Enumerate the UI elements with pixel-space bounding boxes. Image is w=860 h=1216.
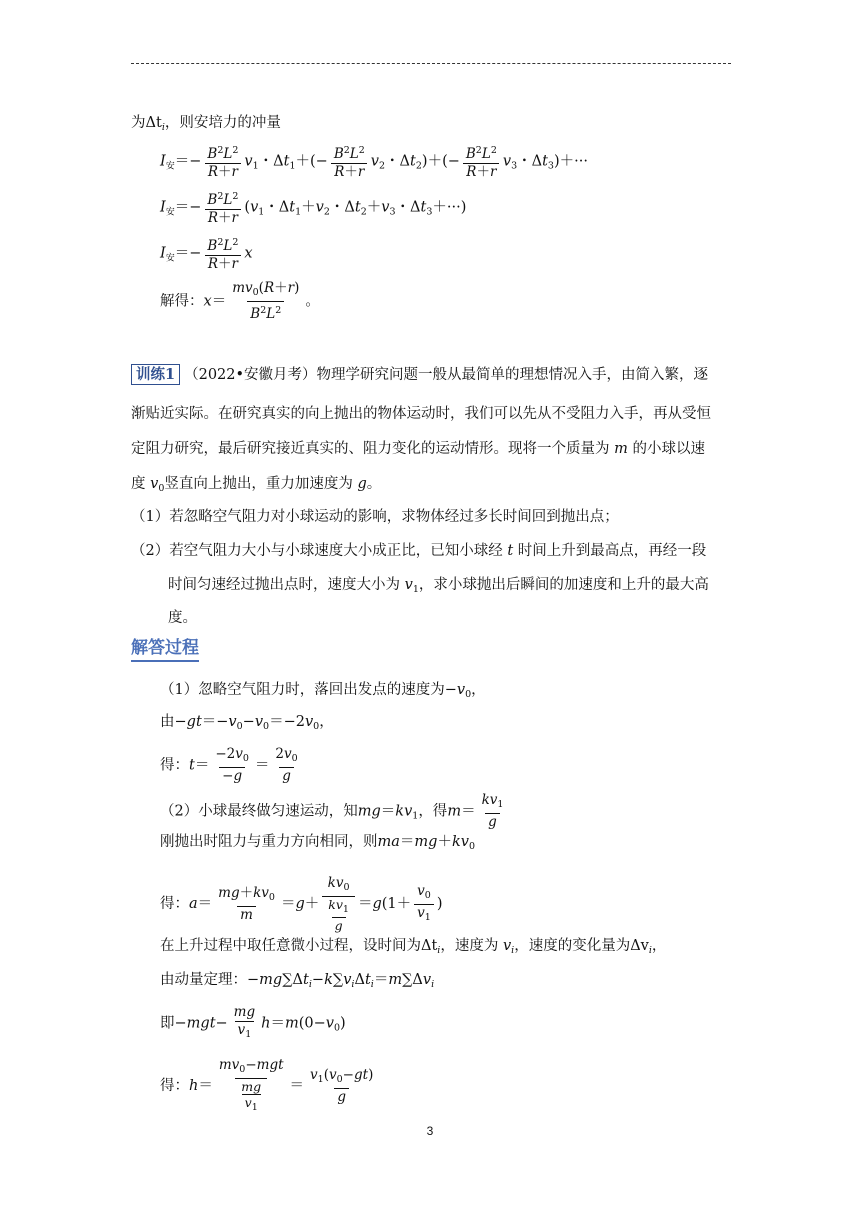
question-1-text: （1）若忽略空气阻力对小球运动的影响，求物体经过多长时间回到抛出点； <box>131 509 619 525</box>
solution-text-2: 由 <box>160 714 175 730</box>
exercise-text-4a: 度 <box>131 476 146 492</box>
solution-line-3: 得：t＝ $\frac{-2v_0}{-g}$ ＝ $\frac{2v_0}{g}$ <box>160 746 298 784</box>
solution-line-5: 刚抛出时阻力与重力方向相同，则$ma=mg+kv_0$ <box>160 834 475 852</box>
question-2-line-1: （2）若空气阻力大小与小球速度大小成正比，已知小球经 t 时间上升到最高点，再经一段 <box>131 543 707 559</box>
exercise-line-3: 定阻力研究，最后研究接近真实的、阻力变化的运动情形。现将一个质量为 m 的小球以速 <box>131 441 705 457</box>
exercise-line-2 <box>131 404 711 424</box>
solution-line-7: 在上升过程中取任意微小过程，设时间为$\Delta t_i$，速度为 $v_i$，速度的变化量为$\Delta v_i$， <box>160 938 667 956</box>
question-2-text-a: （2）若空气阻力大小与小球速度大小成正比，已知小球经 <box>131 543 503 559</box>
intro-line: 为$\Delta t_i$，则安培力的冲量 <box>131 115 281 133</box>
exercise-text-4b: 竖直向上抛出，重力加速度为 <box>164 476 353 492</box>
solution-text-8: 由动量定理： <box>160 972 247 988</box>
eq-solution-x: 解得：x＝ $\frac{mv_0(R+r)}{B^2L^2}$ 。 <box>160 280 320 322</box>
solution-text-7d: ， <box>651 938 667 954</box>
solution-text-1: （1）忽略空气阻力时，落回出发点的速度为− <box>160 682 457 698</box>
solution-line-9: 即−mgt− $\frac{mg}{v_1}$ $h=m(0-v_0)$ <box>160 1004 346 1043</box>
solution-text-6: 得： <box>160 896 189 912</box>
question-1 <box>131 507 619 527</box>
exercise-text-2: 渐贴近实际。在研究真实的向上抛出的物体运动时，我们可以先从不受阻力入手，再从受恒 <box>131 406 711 422</box>
intro-tail: ，则安培力的冲量 <box>164 115 281 131</box>
eq-impulse-factored: $I_安=-$ $\frac{B^2L^2}{R+r}$ ($v_1$・$\Delta t_1+v_2$・$\Delta t_2+v_3$・$\Delta t_3+\cdot\cdot\cdot$) <box>160 191 467 226</box>
question-2-text-e: 度。 <box>168 610 197 626</box>
solution-text-7: 在上升过程中取任意微小过程，设时间为Δt <box>160 938 438 954</box>
question-2-text-b: 时间上升到最高点，再经一段 <box>517 543 707 559</box>
header-dashed-rule <box>131 63 731 64</box>
exercise-text-4c: 。 <box>366 476 382 492</box>
solution-text-3: 得： <box>160 757 189 774</box>
exercise-line-4: 度 $v_0$竖直向上抛出，重力加速度为 g。 <box>131 476 382 494</box>
exercise-tag: 训练1 <box>131 364 180 385</box>
solution-line-1: （1）忽略空气阻力时，落回出发点的速度为$-v_0$， <box>160 682 486 700</box>
solution-line-4: （2）小球最终做匀速运动，知$mg=kv_1$，得m＝ $\frac{kv_1}{g}$ <box>160 792 504 830</box>
solution-line-6: 得：a＝ $\frac{mg+kv_0}{m}$ ＝g＋ $\frac{kv_0}{\frac{kv_1}{g}}$ ＝g(1＋ $\frac{v_0}{v_1}$ ) <box>160 875 443 933</box>
question-2-line-2: 时间匀速经过抛出点时，速度大小为 $v_1$，求小球抛出后瞬间的加速度和上升的最大高 <box>168 577 709 595</box>
solution-text-5: 刚抛出时阻力与重力方向相同，则 <box>160 834 378 850</box>
solution-text-7c: ，速度的变化量为Δv <box>514 938 649 954</box>
solution-text-9: 即 <box>160 1015 175 1032</box>
eq-impulse-sum: $I_安=-$ $\frac{B^2L^2}{R+r}$ $v_1$・$\Delta t_1+(-$ $\frac{B^2L^2}{R+r}$ $v_2$・$\Delta t_2)+(-$ $\frac{B^2L^2}{R+r}$ $v_3$・$\Delta t_3)+\cdot\cdot\cdot$ <box>160 145 588 180</box>
solve-label: 解得： <box>160 293 204 310</box>
exercise-text-3b: 的小球以速 <box>632 441 705 457</box>
exercise-line-1 <box>131 364 708 385</box>
solution-text-4b: ，得 <box>418 803 448 820</box>
exercise-text-3: 定阻力研究，最后研究接近真实的、阻力变化的运动情形。现将一个质量为 <box>131 441 610 457</box>
solution-line-8: 由动量定理：$-mg\sum\Delta t_i-k\sum v_i\Delta t_i=m\sum\Delta v_i$ <box>160 972 435 990</box>
question-2-text-c: 时间匀速经过抛出点时，速度大小为 <box>168 577 400 593</box>
exercise-text-1: （2022•安徽月考）物理学研究问题一般从最简单的理想情况入手，由简入繁，逐 <box>184 367 709 383</box>
solution-text-7b: ，速度为 <box>440 938 499 954</box>
solution-text-10: 得： <box>160 1078 189 1094</box>
solution-text-4: （2）小球最终做匀速运动，知 <box>160 803 358 820</box>
question-2-text-d: ，求小球抛出后瞬间的加速度和上升的最大高 <box>418 577 709 593</box>
section-title: 解答过程 <box>131 636 199 662</box>
eq-impulse-x: $I_安=-$ $\frac{B^2L^2}{R+r}$ x <box>160 237 253 272</box>
page-number: 3 <box>426 1124 434 1138</box>
solution-line-10: 得：h＝ $\frac{mv_0-mgt}{\frac{mg}{v_1}}$ ＝ $\frac{v_1(v_0-gt)}{g}$ <box>160 1057 374 1113</box>
intro-text: 为Δt <box>131 115 162 131</box>
solution-line-2: 由$-gt=-v_0-v_0=-2v_0$， <box>160 714 334 732</box>
question-2-line-3 <box>168 608 197 628</box>
